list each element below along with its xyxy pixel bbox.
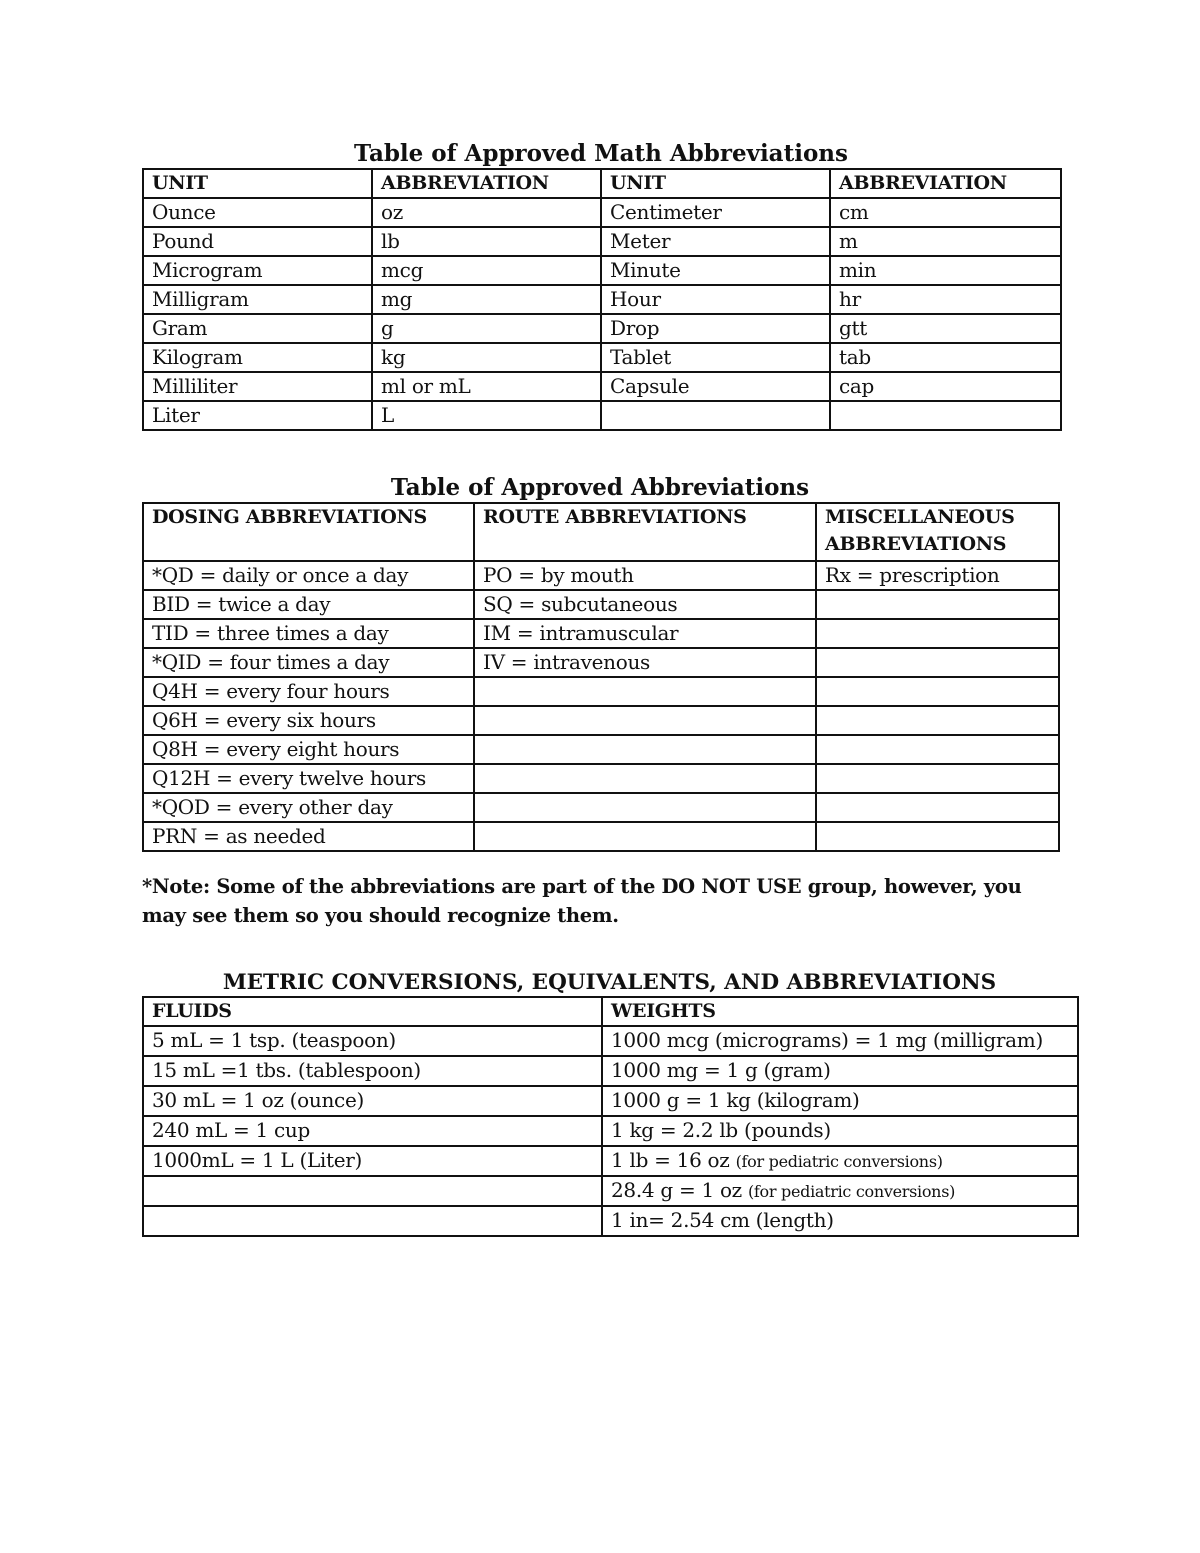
table-cell: Milliliter	[143, 372, 372, 401]
header-cell: ABBREVIATION	[372, 169, 601, 198]
table-cell: cm	[830, 198, 1061, 227]
table-cell: ml or mL	[372, 372, 601, 401]
table-row	[143, 735, 1059, 764]
table-cell: IM = intramuscular	[474, 619, 816, 648]
table-cell: mcg	[372, 256, 601, 285]
table-row	[143, 590, 1059, 619]
table-row	[143, 677, 1059, 706]
table-row	[143, 1116, 1078, 1146]
table-cell	[816, 764, 1059, 793]
table-cell	[602, 1056, 1078, 1086]
table-cell: Microgram	[143, 256, 372, 285]
table-cell: Q6H = every six hours	[143, 706, 474, 735]
table-cell	[602, 1146, 1078, 1176]
table-cell: Q8H = every eight hours	[143, 735, 474, 764]
table-cell	[602, 1086, 1078, 1116]
table-row	[143, 1056, 1078, 1086]
table-row	[143, 822, 1059, 851]
table-cell	[602, 1206, 1078, 1236]
table-row	[143, 1146, 1078, 1176]
table-cell	[474, 822, 816, 851]
cell-main-text: 1000 g = 1 kg (kilogram)	[611, 1088, 860, 1112]
table-cell	[816, 619, 1059, 648]
table-cell: Drop	[601, 314, 830, 343]
table-row	[143, 1206, 1078, 1236]
header-cell: FLUIDS	[143, 997, 602, 1026]
table-cell: g	[372, 314, 601, 343]
table-cell: lb	[372, 227, 601, 256]
cell-main-text: 1 in= 2.54 cm (length)	[611, 1208, 834, 1232]
table-cell	[143, 1176, 602, 1206]
table-cell: 1000mL = 1 L (Liter)	[143, 1146, 602, 1176]
table-cell	[816, 590, 1059, 619]
table-cell: TID = three times a day	[143, 619, 474, 648]
table-cell: Meter	[601, 227, 830, 256]
table-cell: 15 mL =1 tbs. (tablespoon)	[143, 1056, 602, 1086]
table-cell	[474, 677, 816, 706]
table-row	[143, 764, 1059, 793]
table-cell: Tablet	[601, 343, 830, 372]
table-cell	[602, 1116, 1078, 1146]
table-cell	[143, 1206, 602, 1236]
table-row	[143, 561, 1059, 590]
abbreviations-table-title: Table of Approved Abbreviations	[390, 474, 810, 501]
table-row	[143, 343, 1061, 372]
table-cell	[816, 677, 1059, 706]
table-cell: cap	[830, 372, 1061, 401]
table-row	[143, 648, 1059, 677]
table-cell: 30 mL = 1 oz (ounce)	[143, 1086, 602, 1116]
table-cell: Q12H = every twelve hours	[143, 764, 474, 793]
table-cell	[830, 401, 1061, 430]
approved-abbreviations-table	[142, 502, 1060, 852]
table-cell	[816, 822, 1059, 851]
table-cell: Capsule	[601, 372, 830, 401]
table-cell: Milligram	[143, 285, 372, 314]
header-cell: UNIT	[601, 169, 830, 198]
do-not-use-note: *Note: Some of the abbreviations are part of the DO NOT USE group, however, you may see them so you should recognize them.	[142, 875, 1022, 927]
table-cell: *QID = four times a day	[143, 648, 474, 677]
table-cell: kg	[372, 343, 601, 372]
table-cell: L	[372, 401, 601, 430]
table-cell: BID = twice a day	[143, 590, 474, 619]
math-table-title: Table of Approved Math Abbreviations	[354, 140, 848, 167]
table-cell: m	[830, 227, 1061, 256]
table-row	[143, 1026, 1078, 1056]
header-cell: MISCELLANEOUS ABBREVIATIONS	[816, 503, 1059, 561]
table-cell: hr	[830, 285, 1061, 314]
table-row	[143, 198, 1061, 227]
table-cell: *QOD = every other day	[143, 793, 474, 822]
cell-main-text: 1000 mg = 1 g (gram)	[611, 1058, 831, 1082]
table-cell: 5 mL = 1 tsp. (teaspoon)	[143, 1026, 602, 1056]
table-cell: tab	[830, 343, 1061, 372]
table-header-row	[143, 997, 1078, 1026]
table-row	[143, 372, 1061, 401]
table-cell: Ounce	[143, 198, 372, 227]
table-cell	[602, 1026, 1078, 1056]
table-cell: Rx = prescription	[816, 561, 1059, 590]
table-cell: min	[830, 256, 1061, 285]
table-row	[143, 619, 1059, 648]
table-cell	[816, 648, 1059, 677]
table-cell: mg	[372, 285, 601, 314]
math-abbreviations-table	[142, 168, 1062, 431]
table-row	[143, 401, 1061, 430]
table-cell: Kilogram	[143, 343, 372, 372]
table-cell: Centimeter	[601, 198, 830, 227]
table-header-row	[143, 503, 1059, 561]
cell-main-text: 1 kg = 2.2 lb (pounds)	[611, 1118, 831, 1142]
header-cell: UNIT	[143, 169, 372, 198]
table-cell	[816, 793, 1059, 822]
table-cell: Pound	[143, 227, 372, 256]
cell-main-text: 1 lb = 16 oz	[611, 1148, 736, 1172]
table-row	[143, 314, 1061, 343]
metric-conversions-table	[142, 996, 1079, 1237]
table-cell: Liter	[143, 401, 372, 430]
table-cell	[474, 735, 816, 764]
table-cell: SQ = subcutaneous	[474, 590, 816, 619]
cell-note-text: (for pediatric conversions)	[747, 1182, 956, 1201]
table-cell: 240 mL = 1 cup	[143, 1116, 602, 1146]
header-cell: DOSING ABBREVIATIONS	[143, 503, 474, 561]
table-cell: IV = intravenous	[474, 648, 816, 677]
table-cell	[474, 706, 816, 735]
table-row	[143, 256, 1061, 285]
metric-table-title: METRIC CONVERSIONS, EQUIVALENTS, AND ABBREVIATIONS	[222, 970, 997, 995]
table-cell: Hour	[601, 285, 830, 314]
table-cell	[474, 764, 816, 793]
table-cell	[474, 793, 816, 822]
table-row	[143, 1176, 1078, 1206]
table-cell: *QD = daily or once a day	[143, 561, 474, 590]
table-row	[143, 285, 1061, 314]
table-row	[143, 1086, 1078, 1116]
table-cell: PRN = as needed	[143, 822, 474, 851]
header-cell: ROUTE ABBREVIATIONS	[474, 503, 816, 561]
table-cell: Q4H = every four hours	[143, 677, 474, 706]
cell-main-text: 28.4 g = 1 oz	[611, 1178, 748, 1202]
table-cell: gtt	[830, 314, 1061, 343]
table-cell: oz	[372, 198, 601, 227]
cell-note-text: (for pediatric conversions)	[735, 1152, 943, 1171]
table-row	[143, 706, 1059, 735]
table-cell	[601, 401, 830, 430]
header-cell: ABBREVIATION	[830, 169, 1061, 198]
cell-main-text: 1000 mcg (micrograms) = 1 mg (milligram)	[611, 1028, 1043, 1052]
table-cell	[816, 706, 1059, 735]
table-cell	[602, 1176, 1078, 1206]
table-row	[143, 227, 1061, 256]
table-cell: Gram	[143, 314, 372, 343]
table-cell	[816, 735, 1059, 764]
table-row	[143, 793, 1059, 822]
table-cell: PO = by mouth	[474, 561, 816, 590]
table-cell: Minute	[601, 256, 830, 285]
header-cell: WEIGHTS	[602, 997, 1078, 1026]
table-header-row	[143, 169, 1061, 198]
